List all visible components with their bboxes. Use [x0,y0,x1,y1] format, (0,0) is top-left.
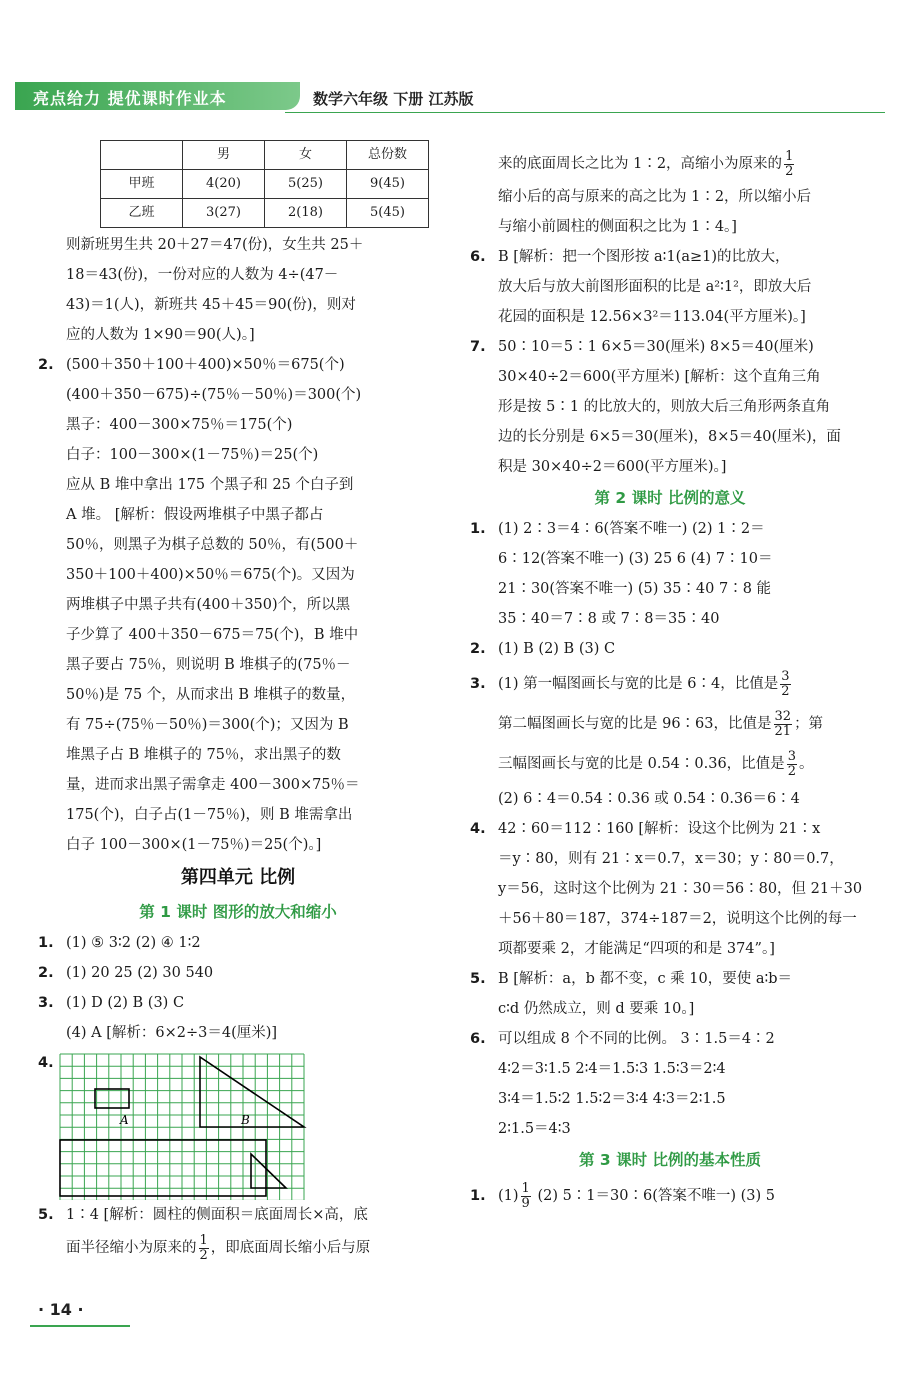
answer-text: (1) [498,1188,519,1204]
answer-text: 175(个)，白子占(1－75％)，则 B 堆需拿出 [66,807,353,823]
answer-line [470,514,870,544]
answer-text: (400＋350－675)÷(75％－50％)＝300(个) [66,387,362,403]
class-table [100,140,429,228]
answer-text: 4∶2＝3∶1.5 2∶4＝1.5∶3 1.5∶3＝2∶4 [498,1061,726,1077]
answer-text: (1) ⑤ 3∶2 (2) ④ 1∶2 [66,935,201,951]
answer-text: ，即底面周长缩小后与原 [210,1240,371,1256]
answer-text: 有 75÷(75％－50％)＝300(个)；又因为 B [66,717,349,733]
text-line: 应的人数为 1×90＝90(人)。] [66,327,255,343]
question-number: 3. [38,995,54,1011]
answer-text: 缩小后的高与原来的高之比为 1∶2，所以缩小后 [498,189,812,205]
page-number: · 14 · [38,1300,84,1319]
answer-text: 2∶1.5＝4∶3 [498,1121,571,1137]
q5-line [38,1200,438,1230]
table-row [101,170,429,199]
numerator: 3 [787,748,796,764]
fraction [521,1182,531,1211]
answer-text: 3∶4＝1.5∶2 1.5∶2＝3∶4 4∶3＝2∶1.5 [498,1091,726,1107]
page-header [15,82,885,114]
answer-text: 350＋100＋400)×50％＝675(个)。又因为 [66,567,355,583]
table-cell: 9(45) [347,170,429,199]
triangle-b [200,1057,304,1127]
label-b: B [241,1113,250,1127]
lesson-title: 第 2 课时 比例的意义 [594,489,746,507]
answer-text: 边的长分别是 6×5＝30(厘米)，8×5＝40(厘米)，面 [498,429,841,445]
answer-text: 。 [798,756,814,772]
answer-line [470,744,870,784]
denominator: 2 [785,163,794,179]
rectangle-a [95,1089,129,1108]
answer-text: 可以组成 8 个不同的比例。 3∶1.5＝4∶2 [498,1031,775,1047]
answer-line [470,704,870,744]
question-number: 1. [470,1188,486,1204]
table-header: 总份数 [347,141,429,170]
answer-text: A 堆。 [解析：假设两堆棋子中黑子都占 [66,507,324,523]
numerator: 1 [785,148,794,164]
answer-text: 面半径缩小为原来的 [66,1240,197,1256]
table-header [101,141,183,170]
fraction [199,1234,209,1263]
answer-text: 量，进而求出黑子需拿走 400－300×75％＝ [66,777,360,793]
answer-text: 白子 100－300×(1－75％)＝25(个)。] [66,837,322,853]
text-line: 43)＝1(人)，新班共 45＋45＝90(份)，则对 [66,297,356,313]
denominator: 2 [787,763,796,779]
table-cell: 5(25) [265,170,347,199]
numerator: 32 [774,708,792,724]
answer-text: 三幅图画长与宽的比是 0.54∶0.36，比值是 [498,756,785,772]
text-line: 则新班男生共 20＋27＝47(份)，女生共 25＋ [66,237,364,253]
answer-text: 白子：100－300×(1－75％)＝25(个) [66,447,319,463]
question-number: 5. [470,971,486,987]
answer-text: 子少算了 400＋350－675＝75(个)，B 堆中 [66,627,359,643]
label-a: A [120,1113,129,1127]
answer-line [470,814,870,844]
answer-text: 35∶40＝7∶8 或 7∶8＝35∶40 [498,611,720,627]
table-cell: 乙班 [101,199,183,228]
answer-text: 1∶4 [解析：圆柱的侧面积＝底面周长×高，底 [66,1207,368,1223]
table-header: 男 [183,141,265,170]
answer-text: (2) 6∶4＝0.54∶0.36 或 0.54∶0.36＝6∶4 [498,791,800,807]
answer-line [470,634,870,664]
answer-line [38,928,438,958]
answer-text: ＝y∶80，则有 21∶x＝0.7，x＝30；y∶80＝0.7， [498,851,844,867]
answer-text: c∶d 仍然成立，则 d 要乘 10。] [498,1001,695,1017]
q4-figure-row [38,1048,438,1200]
answer-text: (1) 20 25 (2) 30 540 [66,965,214,981]
answer-text: 42∶60＝112∶160 [解析：设这个比例为 21∶x [498,821,821,837]
answer-text: 花园的面积是 12.56×3²＝113.04(平方厘米)。] [498,309,806,325]
answer-line [38,1230,438,1266]
question-number: 2. [38,965,54,981]
question-number: 4. [38,1055,54,1071]
q2-line [38,350,438,380]
answer-text: y＝56，这时这个比例为 21∶30＝56∶80，但 21＋30 [498,881,863,897]
question-number: 3. [470,676,486,692]
lesson-title: 第 1 课时 图形的放大和缩小 [139,903,337,921]
table-cell: 2(18) [265,199,347,228]
answer-text: 形是按 5∶1 的比放大的，则放大后三角形两条直角 [498,399,831,415]
header-rule [285,112,885,113]
answer-text: 来的底面周长之比为 1∶2，高缩小为原来的 [498,156,783,172]
fraction [787,750,797,779]
lesson-title: 第 3 课时 比例的基本性质 [579,1151,761,1169]
answer-text: 堆黑子占 B 堆棋子的 75％，求出黑子的数 [66,747,341,763]
answer-text: (1) 2∶3＝4∶6(答案不唯一) (2) 1∶2＝ [498,521,765,537]
table-row [101,199,429,228]
question-number: 4. [470,821,486,837]
answer-text: 50％，则黑子为棋子总数的 50％，有(500＋ [66,537,359,553]
fraction [784,150,794,179]
header-band [15,82,300,110]
answer-line [470,146,870,182]
table-cell: 4(20) [183,170,265,199]
answer-line [470,1024,870,1054]
fraction [774,710,793,739]
answer-text: B [解析：把一个图形按 a∶1(a≥1)的比放大， [498,249,790,265]
answer-text: 两堆棋子中黑子共有(400＋350)个，所以黑 [66,597,351,613]
answer-text: 黑子：400－300×75％＝175(个) [66,417,293,433]
question-number: 2. [38,357,54,373]
table-cell: 3(27) [183,199,265,228]
denominator: 2 [781,683,790,699]
table-cell: 甲班 [101,170,183,199]
answer-text: 50∶10＝5∶1 6×5＝30(厘米) 8×5＝40(厘米) [498,339,814,355]
answer-text: 黑子要占 75％，则说明 B 堆棋子的(75％－ [66,657,351,673]
denominator: 2 [199,1247,208,1263]
answer-text: B [解析：a，b 都不变，c 乘 10，要使 a∶b＝ [498,971,793,987]
answer-text: ；第 [794,716,824,732]
question-number: 1. [470,521,486,537]
question-number: 1. [38,935,54,951]
right-column [470,146,870,1216]
table-cell: 5(45) [347,199,429,228]
answer-text: 项都要乘 2，才能满足“四项的和是 374”。] [498,941,775,957]
book-subtitle: 数学六年级 下册 江苏版 [313,90,474,108]
unit-title: 第四单元 比例 [180,867,296,888]
answer-line [470,664,870,704]
answer-text: 21∶30(答案不唯一) (5) 35∶40 7∶8 能 [498,581,772,597]
text-line: 18＝43(份)，一份对应的人数为 4÷(47－ [66,267,339,283]
grid-figure [58,1052,308,1200]
left-column [38,140,438,1266]
answer-text: (2) 5∶1＝30∶6(答案不唯一) (3) 5 [537,1188,776,1204]
question-number: 5. [38,1207,54,1223]
answer-line [38,958,438,988]
answer-text: 与缩小前圆柱的侧面积之比为 1∶4。] [498,219,737,235]
answer-text: ＋56＋80＝187，374÷187＝2，说明这个比例的每一 [498,911,857,927]
numerator: 1 [199,1232,208,1248]
answer-text: (4) A [解析：6×2÷3＝4(厘米)] [66,1025,278,1041]
question-number: 2. [470,641,486,657]
answer-line [38,988,438,1018]
answer-line [470,1176,870,1216]
question-number: 7. [470,339,486,355]
question-number: 6. [470,1031,486,1047]
numerator: 3 [781,668,790,684]
answer-text: 放大后与放大前图形面积的比是 a²∶1²，即放大后 [498,279,812,295]
denominator: 21 [774,723,792,739]
answer-text: (1) B (2) B (3) C [498,641,616,657]
table-header: 女 [265,141,347,170]
answer-line [38,1018,438,1048]
answer-text: 应从 B 堆中拿出 175 个黑子和 25 个白子到 [66,477,354,493]
answer-text: 50％)是 75 个，从而求出 B 堆棋子的数量， [66,687,356,703]
denominator: 9 [521,1195,530,1211]
triangle-small [251,1154,286,1188]
fraction [780,670,790,699]
numerator: 1 [521,1180,530,1196]
answer-text: 积是 30×40÷2＝600(平方厘米)。] [498,459,727,475]
answer-text: 第二幅图画长与宽的比是 96∶63，比值是 [498,716,772,732]
q7-line [470,332,870,362]
answer-text: (1) 第一幅图画长与宽的比是 6∶4，比值是 [498,676,779,692]
answer-text: (1) D (2) B (3) C [66,995,185,1011]
rectangle-large [60,1140,266,1196]
question-number: 6. [470,249,486,265]
answer-text: 6∶12(答案不唯一) (3) 25 6 (4) 7∶10＝ [498,551,773,567]
book-title: 亮点给力 提优课时作业本 [33,89,227,108]
answer-line [470,964,870,994]
answer-text: (500＋350＋100＋400)×50％＝675(个) [66,357,345,373]
answer-text: 30×40÷2＝600(平方厘米) [解析：这个直角三角 [498,369,821,385]
footer-rule [30,1325,130,1327]
q6-line [470,242,870,272]
